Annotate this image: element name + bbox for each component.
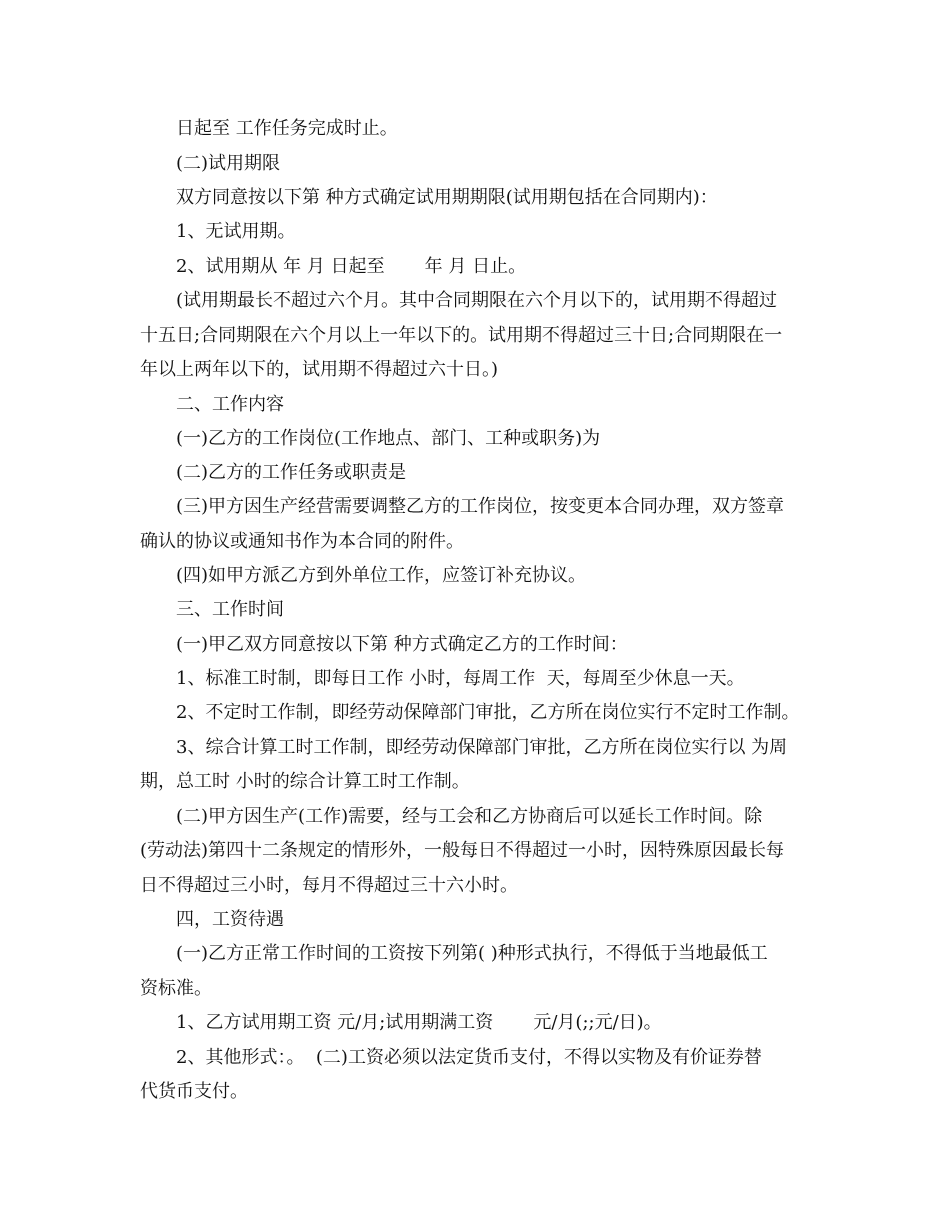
text-line-14: (四)如甲方派乙方到外单位工作，应签订补充协议。 (176, 565, 587, 586)
text-line-25: (一)乙方正常工作时间的工资按下列第( )种形式执行，不得低于当地最低工 (176, 943, 768, 964)
text-line-28: 2、其他形式：。 (二)工资必须以法定货币支付，不得以实物及有价证券替 (176, 1047, 762, 1068)
text-line-13: 确认的协议或通知书作为本合同的附件。 (140, 531, 464, 552)
text-line-1: 日起至 工作任务完成时止。 (176, 118, 398, 139)
text-line-21: (二)甲方因生产(工作)需要，经与工会和乙方协商后可以延长工作时间。除 (176, 806, 763, 827)
text-line-20: 期，总工时 小时的综合计算工时工作制。 (140, 771, 470, 792)
text-line-17: 1、标准工时制，即每日工作 小时，每周工作 天，每周至少休息一天。 (176, 668, 745, 689)
text-line-6: (试用期最长不超过六个月。其中合同期限在六个月以下的，试用期不得超过 (176, 290, 778, 311)
text-line-26: 资标准。 (140, 978, 212, 999)
text-line-2: (二)试用期限 (176, 153, 281, 174)
text-line-7: 十五日;合同期限在六个月以上一年以下的。试用期不得超过三十日;合同期限在一 (140, 325, 783, 346)
text-line-27: 1、乙方试用期工资 元/月;试用期满工资 元/月(;;元/日)。 (176, 1012, 662, 1033)
text-line-24: 四，工资待遇 (176, 909, 284, 930)
text-line-11: (二)乙方的工作任务或职责是 (176, 462, 407, 483)
text-line-8: 年以上两年以下的，试用期不得超过六十日。) (140, 359, 499, 380)
text-line-5: 2、试用期从 年 月 日起至 年 月 日止。 (176, 256, 527, 277)
text-line-9: 二、工作内容 (176, 394, 284, 415)
text-line-4: 1、无试用期。 (176, 221, 296, 242)
text-line-16: (一)甲乙双方同意按以下第 种方式确定乙方的工作时间： (176, 634, 628, 655)
text-line-23: 日不得超过三小时，每月不得超过三十六小时。 (140, 875, 518, 896)
text-line-22: (劳动法)第四十二条规定的情形外，一般每日不得超过一小时，因特殊原因最长每 (140, 840, 785, 861)
text-line-18: 2、不定时工作制，即经劳动保障部门审批，乙方所在岗位实行不定时工作制。 (176, 702, 800, 723)
text-line-15: 三、工作时间 (176, 599, 284, 620)
text-line-19: 3、综合计算工时工作制，即经劳动保障部门审批，乙方所在岗位实行以 为周 (176, 737, 788, 758)
text-line-12: (三)甲方因生产经营需要调整乙方的工作岗位，按变更本合同办理，双方签章 (176, 496, 785, 517)
text-line-29: 代货币支付。 (140, 1081, 248, 1102)
text-line-10: (一)乙方的工作岗位(工作地点、部门、工种或职务)为 (176, 428, 601, 449)
text-line-3: 双方同意按以下第 种方式确定试用期期限(试用期包括在合同期内)： (176, 187, 718, 208)
